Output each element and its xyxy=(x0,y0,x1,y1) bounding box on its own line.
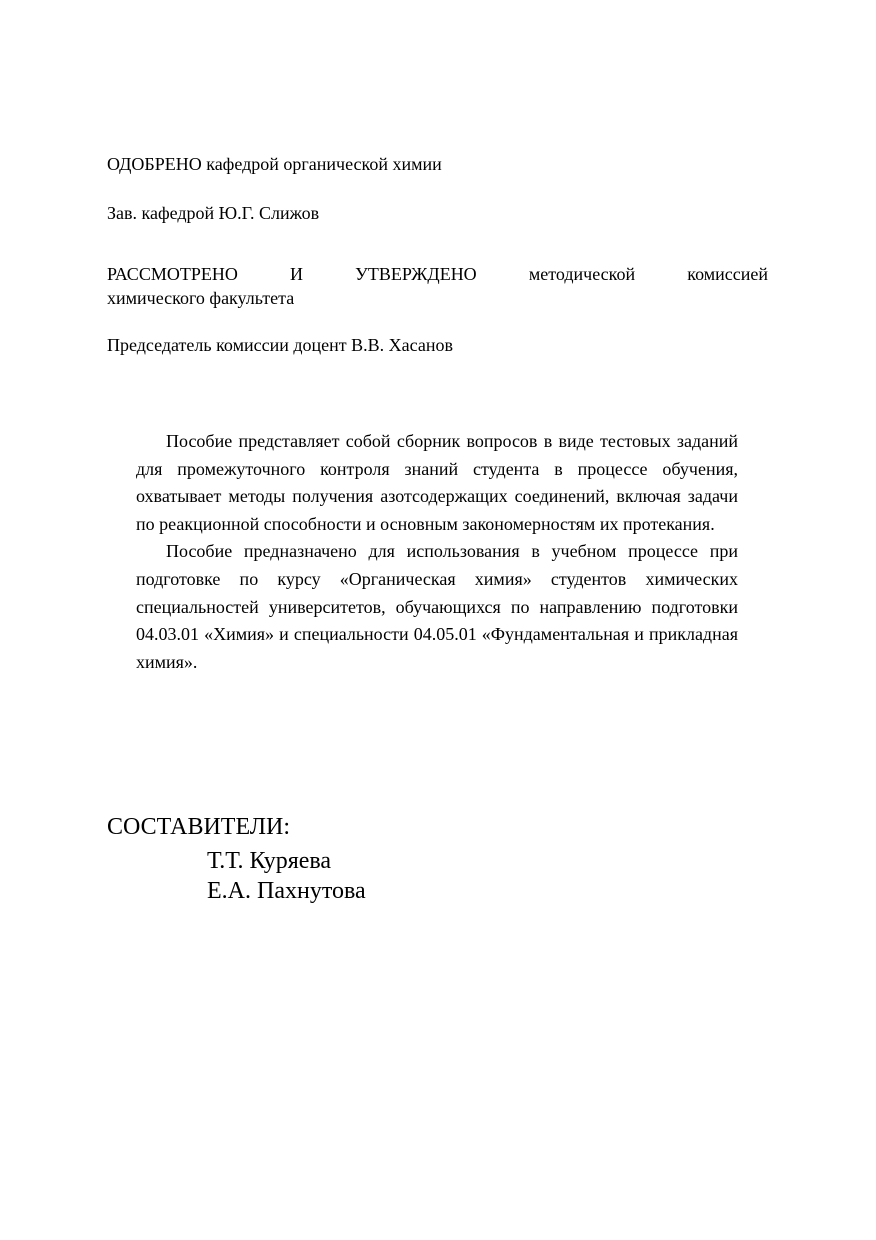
compilers-heading: СОСТАВИТЕЛИ: xyxy=(107,814,291,840)
compiler-name: Е.А. Пахнутова xyxy=(207,878,366,904)
commission-chairman: Председатель комиссии доцент В.В. Хасанов xyxy=(107,335,453,355)
reviewed-approved-block xyxy=(107,262,768,310)
abstract-paragraph-2: Пособие предназначено для использования в учебном процессе при подготовке по курсу «Органическая химия» студентов химических специальностей университетов, обучающихся по направлению подготовки 04.03.01 «Химия» и специальности 04.05.01 «Фундаментальная и прикладная химия». xyxy=(136,541,738,672)
reviewed-approved-line-1: РАССМОТРЕНО И УТВЕРЖДЕНО методической комиссией xyxy=(107,264,768,284)
compiler-name: Т.Т. Куряева xyxy=(207,848,332,874)
head-of-department: Зав. кафедрой Ю.Г. Слижов xyxy=(107,203,320,223)
approved-by-department: ОДОБРЕНО кафедрой органической химии xyxy=(107,154,442,174)
abstract-paragraph-1: Пособие представляет собой сборник вопросов в виде тестовых заданий для промежуточного контроля знаний студента в процессе обучения, охватывает методы получения азотсодержащих соединений, включая задачи по реакционной способности и основным закономерностям их протекания. xyxy=(136,431,738,534)
abstract xyxy=(136,428,738,676)
reviewed-approved-line-2: химического факультета xyxy=(107,288,295,308)
